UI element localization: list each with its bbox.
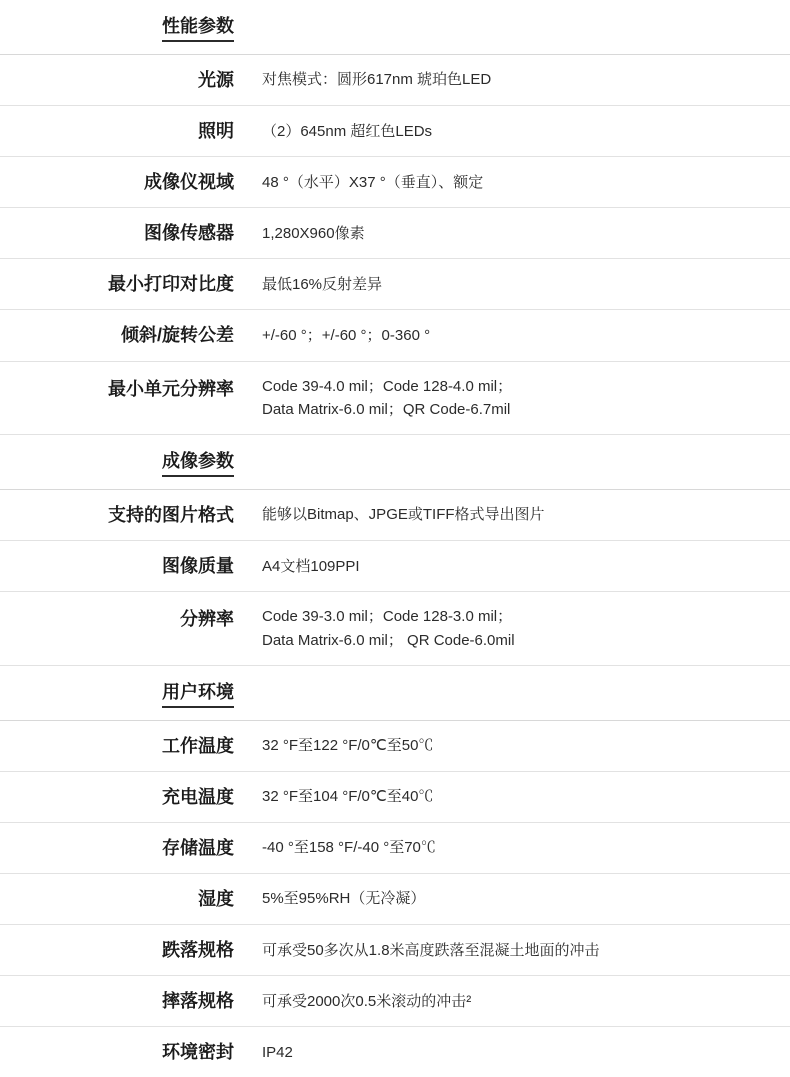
spec-label: 湿度	[198, 889, 234, 910]
spec-value-text	[262, 273, 382, 296]
spec-value	[248, 1027, 790, 1077]
spec-label: 充电温度	[162, 786, 234, 807]
section-heading-spacer	[248, 435, 790, 489]
spec-value	[248, 55, 790, 105]
spec-label: 最小单元分辨率	[108, 378, 234, 399]
spec-value-text	[262, 990, 471, 1013]
spec-value-line: 可承受2000次0.5米滚动的冲击²	[262, 992, 472, 1010]
spec-value-text	[262, 503, 545, 526]
spec-row	[0, 55, 790, 106]
spec-value-line: IP42	[262, 1043, 293, 1061]
spec-label: 倾斜/旋转公差	[120, 325, 234, 346]
spec-value	[248, 874, 790, 924]
spec-value-line: Data Matrix-6.0 mil； QR Code-6.0mil	[262, 631, 515, 649]
spec-value-line: Data Matrix-6.0 mil；QR Code-6.7mil	[262, 400, 511, 418]
spec-value-line: 1,280X960像素	[262, 224, 365, 242]
spec-row	[0, 362, 790, 436]
spec-value-text	[262, 605, 515, 652]
spec-label: 图像传感器	[144, 223, 234, 244]
spec-value-line: 32 °F至122 °F/0℃至50℃	[262, 737, 434, 755]
spec-value-text	[262, 785, 433, 808]
spec-label: 环境密封	[162, 1042, 234, 1063]
spec-row	[0, 976, 790, 1027]
spec-value	[248, 106, 790, 156]
spec-value	[248, 362, 790, 435]
section-heading-performance	[0, 0, 248, 54]
spec-label: 光源	[198, 70, 234, 90]
spec-value	[248, 157, 790, 207]
spec-value	[248, 310, 790, 360]
spec-label: 图像质量	[162, 556, 234, 577]
spec-row	[0, 874, 790, 925]
spec-value-line: -40 °至158 °F/-40 °至70℃	[262, 839, 436, 857]
spec-row	[0, 823, 790, 874]
spec-value-text	[262, 375, 512, 422]
spec-value-line: Code 39-3.0 mil；Code 128-3.0 mil；	[262, 608, 513, 626]
spec-row	[0, 208, 790, 259]
spec-value-text	[262, 939, 600, 962]
spec-value	[248, 823, 790, 873]
section-heading-row	[0, 666, 790, 721]
spec-row	[0, 925, 790, 976]
spec-row	[0, 490, 790, 541]
spec-value-text	[262, 68, 491, 91]
spec-value-text	[262, 222, 365, 245]
spec-label: 工作温度	[162, 735, 234, 756]
section-heading-label: 成像参数	[162, 447, 234, 477]
spec-label: 存储温度	[162, 837, 234, 858]
spec-value-line: 能够以Bitmap、JPGE或TIFF格式导出图片	[262, 506, 545, 524]
spec-label: 分辨率	[180, 609, 234, 630]
spec-value-line: 48 °（水平）X37 °（垂直）、额定	[262, 173, 484, 191]
spec-value-text	[262, 120, 432, 143]
spec-value	[248, 976, 790, 1026]
spec-row	[0, 772, 790, 823]
spec-row	[0, 1027, 790, 1077]
spec-value	[248, 772, 790, 822]
spec-value-line: 对焦模式：圆形617nm 琥珀色LED	[262, 71, 492, 89]
spec-value	[248, 592, 790, 665]
spec-label: 最小打印对比度	[108, 274, 234, 295]
section-heading-row	[0, 0, 790, 55]
spec-value-line: 可承受50多次从1.8米高度跌落至混凝土地面的冲击	[262, 941, 600, 959]
spec-row	[0, 106, 790, 157]
spec-value-line: 5%至95%RH（无冷凝）	[262, 890, 426, 908]
spec-value	[248, 259, 790, 309]
spec-value-line: （2）645nm 超红色LEDs	[262, 122, 433, 140]
spec-row	[0, 310, 790, 361]
spec-row	[0, 721, 790, 772]
section-heading-label: 用户环境	[162, 678, 234, 708]
spec-label: 支持的图片格式	[108, 505, 234, 526]
spec-label: 跌落规格	[162, 940, 234, 961]
spec-value-line: Code 39-4.0 mil；Code 128-4.0 mil；	[262, 377, 513, 395]
spec-value-text	[262, 555, 360, 578]
spec-value-line: +/-60 °；+/-60 °；0-360 °	[262, 326, 431, 344]
spec-value-text	[262, 887, 425, 910]
spec-value	[248, 721, 790, 771]
spec-value-line: A4文档109PPI	[262, 557, 360, 575]
spec-value-text	[262, 836, 436, 859]
spec-value	[248, 208, 790, 258]
section-heading-spacer	[248, 0, 790, 54]
spec-label: 成像仪视域	[144, 172, 234, 193]
spec-value-text	[262, 734, 433, 757]
section-heading-environment	[0, 666, 248, 720]
spec-value-text	[262, 171, 483, 194]
spec-value-line: 32 °F至104 °F/0℃至40℃	[262, 788, 434, 806]
spec-row	[0, 592, 790, 666]
spec-row	[0, 259, 790, 310]
spec-value-line: 最低16%反射差异	[262, 275, 383, 293]
section-heading-label: 性能参数	[162, 12, 234, 42]
spec-label: 照明	[198, 121, 234, 142]
section-heading-row	[0, 435, 790, 490]
section-heading-imaging	[0, 435, 248, 489]
spec-value-text	[262, 1041, 293, 1064]
spec-value	[248, 925, 790, 975]
spec-value-text	[262, 324, 430, 347]
section-heading-spacer	[248, 666, 790, 720]
spec-row	[0, 157, 790, 208]
spec-value	[248, 490, 790, 540]
spec-label: 摔落规格	[162, 991, 234, 1012]
spec-row	[0, 541, 790, 592]
spec-value	[248, 541, 790, 591]
